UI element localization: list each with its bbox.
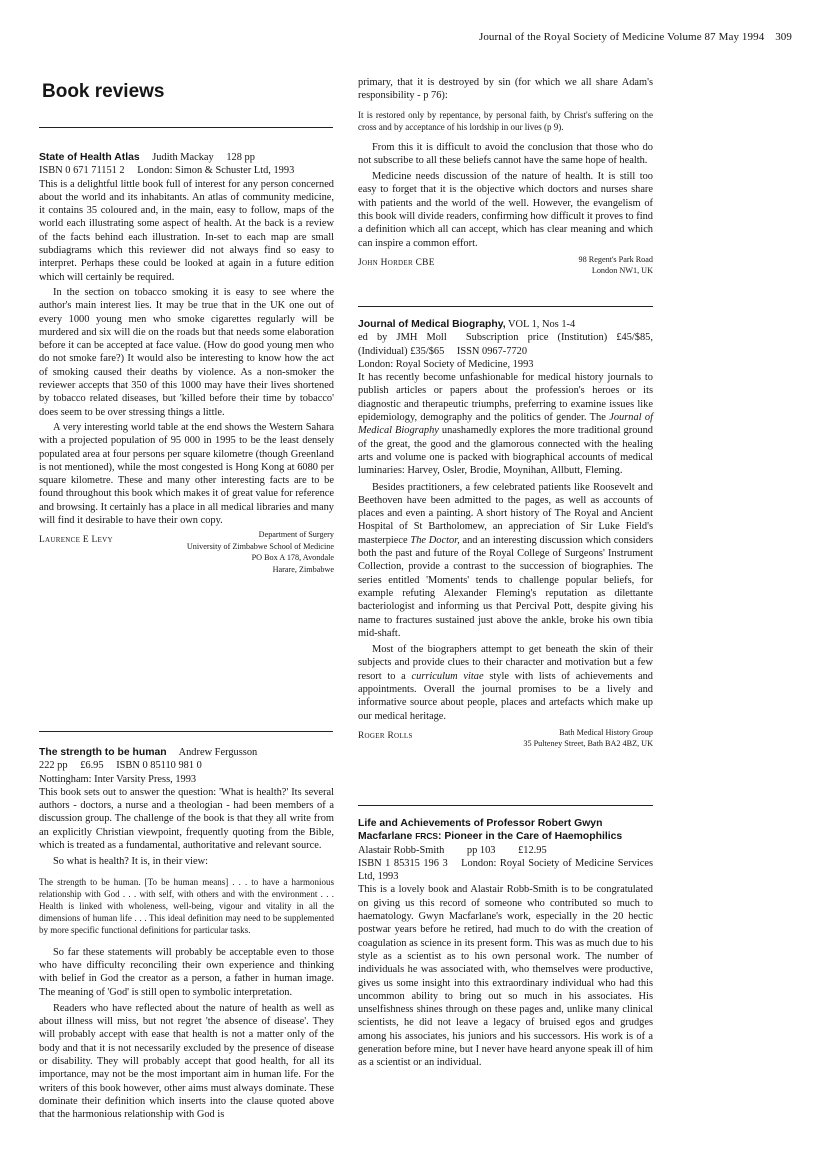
- address-line: London NW1, UK: [591, 266, 653, 276]
- address-line: 35 Pulteney Street, Bath BA2 4BZ, UK: [523, 739, 653, 749]
- title-part: FRCS: [415, 831, 438, 842]
- review-state-of-health-atlas: [39, 151, 334, 585]
- address-line: Department of Surgery: [258, 530, 334, 540]
- review-paragraph: This is a delightful little book full of interest for any person concerned about the world and its inhabitants. An atlas of community medicine, it contains 35 coloured and, in the main, easy to follow, maps of the world each illustrating some aspect of health. At the back is a review of the facts behind each illustration. In-set to each map are small subdiagrams which this reviewer did not always find so easy to interpret. Perhaps these could be looked at again in a future edition which will certainly be required.: [39, 178, 334, 283]
- book-publisher: Nottingham: Inter Varsity Press, 1993: [39, 773, 197, 785]
- review-journal-of-medical-biography: [358, 318, 653, 753]
- book-pages: pp 103: [466, 844, 496, 856]
- address-line: 98 Regent's Park Road: [578, 254, 653, 264]
- review-strength-to-be-human: [39, 746, 334, 1122]
- book-isbn: ISBN 1 85315 196 3: [358, 857, 448, 869]
- review-strength-continued: [358, 76, 653, 280]
- text-run: Besides practitioners, a few celebrated patients like Roosevelt and Beethoven have been admitted to the pages, as well as accounts of places and even a painting. A short history of The Royal and Ancient Hospital of St Bartholomew, an appreciation of Sir Luke Field's masterpiece: [358, 481, 653, 546]
- book-issn: ISSN 0967-7720: [456, 345, 528, 357]
- book-price: £6.95: [80, 760, 104, 772]
- book-author: Judith Mackay: [152, 152, 214, 163]
- review-paragraph: From this it is difficult to avoid the conclusion that those who do not subscribe to all these beliefs cannot have the same hope of health.: [358, 141, 653, 166]
- review-paragraph: So far these statements will probably be acceptable even to those who have difficulty reconciling their own experience and thinking with belief in God the creator as a person, a father in human image. The meaning of 'God' is still open to symbolic interpretation.: [39, 946, 334, 998]
- text-run: unashamedly explores the more traditional ground of the great, the good and the glamorous connected with the healing arts and volume one is packed with biographical accounts of medical luminaries: Harvey, Osler, Brodie, Moynihan, Allbutt, Fleming.: [358, 425, 653, 477]
- review-divider: [358, 805, 653, 806]
- address-line: Harare, Zimbabwe: [272, 564, 334, 574]
- text-run: It has recently become unfashionable for medical history journals to publish articles or papers about the profession's heroes or its diagnostic and therapeutic triumphs, preferring to examine issues like epidemiology, demography and the politics of gender. The: [358, 372, 653, 424]
- text-run: and an interesting discussion which considers both the past and future of the Royal College of Surgeons' Instrument Collection, provide a contrast to the succession of biographies. The series entitled 'Moments' tends to challenge popular beliefs, for example refuting Alexander Fleming's reputation as dilettante bacteriologist and informing us that Percival Pott, despite giving his name to fractures sustained just above the ankle, broke his own tibia mid-shaft.: [358, 534, 654, 639]
- review-heading: [358, 817, 653, 883]
- reviewer-signature: [358, 252, 653, 280]
- quotation: It is restored only by repentance, by personal faith, by Christ's suffering on the cross and by acceptance of his lordship in our lives (p 9).: [358, 109, 653, 132]
- journal-title-italic: Journal of Medical Biography: [358, 412, 653, 437]
- reviewer-address: [579, 254, 653, 277]
- book-isbn: ISBN 0 671 71151 2: [39, 165, 125, 177]
- book-author: Alastair Robb-Smith: [358, 844, 445, 856]
- review-divider: [358, 306, 653, 307]
- review-heading: [39, 151, 334, 178]
- title-part: Life and Achievements of Professor Robert Gwyn: [358, 818, 603, 829]
- address-line: University of Zimbabwe School of Medicine: [186, 541, 334, 551]
- latin-phrase-italic: curriculum vitae: [411, 670, 484, 682]
- page-number: 309: [775, 31, 792, 43]
- book-author: Andrew Fergusson: [178, 747, 258, 758]
- reviewer-signature: [39, 529, 334, 585]
- title-part: Macfarlane: [358, 831, 413, 843]
- journal-volume: Volume 87: [667, 31, 716, 43]
- review-divider: [39, 731, 333, 732]
- reviewer-name: John Horder CBE: [358, 257, 435, 268]
- book-title: Journal of Medical Biography,: [358, 319, 506, 330]
- review-paragraph: A very interesting world table at the end shows the Western Sahara with a projected population of 95 000 in 1995 to be the least densely populated area at four persons per square kilometre (though Greenland is not mentioned), while the most congested is Hong Kong at 6080 per square kilometre. These and many other interesting facts are to be found throughout this book which makes it of great value for reference and browsing. It certainly has a place in all medical libraries and many will find it desirable to have their own copy.: [39, 421, 334, 527]
- review-paragraph: This book sets out to answer the question: 'What is health?' Its several authors - doctors, a nurse and a theologian - had been members of a discussion group. The challenge of the book is that they all write from an explicitly Christian viewpoint, frequently quoting from the Bible, which is treated as a fundamental, authoritative and relevant source.: [39, 786, 334, 852]
- quotation: The strength to be human. [To be human means] . . . to have a harmonious relationship with God . . . with self, with others and with the environment . . . Health is linked with wholeness, well-being, vigour and vitality in all the dimensions of human life . . . This ideal definition may need to be supplemented by more specific functional definitions for particular tasks.: [39, 876, 334, 935]
- journal-date: May 1994: [718, 31, 765, 43]
- review-paragraph: Readers who have reflected about the nature of health as well as about illness will miss, but not regret 'the absence of disease'. They will probably accept with ease that health is not a matter only of the body and that it is not necessarily excluded by the presence of disease or disability. They will probably accept that good health, for all its importance, may not be the most important aim in human life. For the writers of this book however, other aims must always dominate. These dominate their definition which inserts into the clause quoted above that the harmonious relationship with God is: [39, 1002, 334, 1121]
- book-publisher: London: Royal Society of Medicine, 1993: [358, 358, 534, 370]
- review-paragraph: So what is health? It is, in their view:: [53, 856, 208, 868]
- book-title: The strength to be human: [39, 747, 167, 758]
- running-header: [395, 30, 792, 44]
- address-line: Bath Medical History Group: [559, 727, 653, 737]
- book-publisher: London: Simon & Schuster Ltd, 1993: [137, 165, 295, 177]
- book-price: £12.95: [518, 844, 547, 856]
- journal-issue: VOL 1, Nos 1-4: [508, 319, 576, 330]
- review-paragraph: Medicine needs discussion of the nature of health. It is still too easy to forget that it is the objective which doctors and nurses share with patients and the world of the well. However, the evangelism of this book will divide readers, confirming how difficult it proves to find a definition which all can accept, which has clear meaning and which can inspire a common effort.: [358, 171, 653, 249]
- book-pages: 128 pp: [226, 152, 255, 163]
- review-paragraph: primary, that it is destroyed by sin (for which we all share Adam's responsibility - p 76):: [358, 77, 653, 102]
- address-line: PO Box A 178, Avondale: [251, 553, 334, 563]
- book-editor: ed by JMH Moll: [358, 332, 447, 344]
- book-title: [358, 818, 622, 842]
- review-paragraph: [358, 371, 653, 477]
- review-macfarlane-biography: [358, 817, 653, 1070]
- text-run: Most of the biographers attempt to get beneath the skin of their subjects and provide clues to their character and motivation but a few resort to a: [358, 644, 653, 682]
- reviewer-name: Laurence E Levy: [39, 535, 113, 546]
- book-title: State of Health Atlas: [39, 152, 140, 163]
- review-paragraph: [358, 481, 653, 641]
- review-heading: [39, 746, 334, 786]
- review-heading: [358, 318, 653, 371]
- reviewer-address: [523, 727, 653, 750]
- review-paragraph: [358, 643, 653, 723]
- text-run: style with lists of achievements and appointments. Overall the journal promises to be a lively and informative source about people, places and artefacts which make up our medical heritage.: [358, 670, 653, 722]
- reviewer-signature: [358, 725, 653, 753]
- section-title: Book reviews: [42, 81, 165, 102]
- book-subscription: Subscription price (Institution) £45/$85, (Individual) £35/$65: [358, 332, 653, 357]
- reviewer-address: [187, 529, 334, 575]
- journal-name: Journal of the Royal Society of Medicine: [478, 31, 665, 43]
- reviewer-name: Roger Rolls: [358, 730, 413, 741]
- title-part: : Pioneer in the Care of Haemophilics: [438, 831, 623, 843]
- book-pages: 222 pp: [39, 760, 68, 772]
- review-paragraph: In the section on tobacco smoking it is easy to see where the author's main interest lies. It may be true that in the UK one out of every 1000 young men who smoke cigarettes regularly will be murdered and six will die on the roads but that needs some elaboration before it can be accepted at face value. (How do good young men who do not smoke fare?) It would also be interesting to know how the act of smoking caused their deaths by violence. As a non-smoker the reviewer accepts that 350 of this 1000 may have their lives shortened by tobacco related diseases, but 'killed before their time by tobacco' does seem to be over stressing things a little.: [39, 286, 334, 418]
- section-divider: [39, 127, 333, 128]
- painting-title-italic: The Doctor,: [410, 534, 460, 546]
- book-isbn: ISBN 0 85110 981 0: [116, 760, 202, 772]
- review-paragraph: This is a lovely book and Alastair Robb-Smith is to be congratulated on giving us this record of someone who contributed so much to haematology. Gwyn Macfarlane's work, especially in the 20 hectic postwar years before he retired, had much to do with the creation of coagulation as science in its present form. This was as much due to his style as a scientist as to his own personal work. The number of individuals he was associated with, who themselves were productive, gives us some insight into this extraordinary individual who had this uncommon ability to bring out so much in his associates. His unselfishness shines through on these pages and, unlike many clinical scientists, he did not leave a legacy of bruised egos and grudges among his associates, his juniors and his successors. His work is of a generation before mine, but I never have heard anyone speak ill of him as a scientist or an individual.: [358, 884, 653, 1069]
- book-publisher: London: Royal Society of Medicine Services Ltd, 1993: [358, 857, 653, 883]
